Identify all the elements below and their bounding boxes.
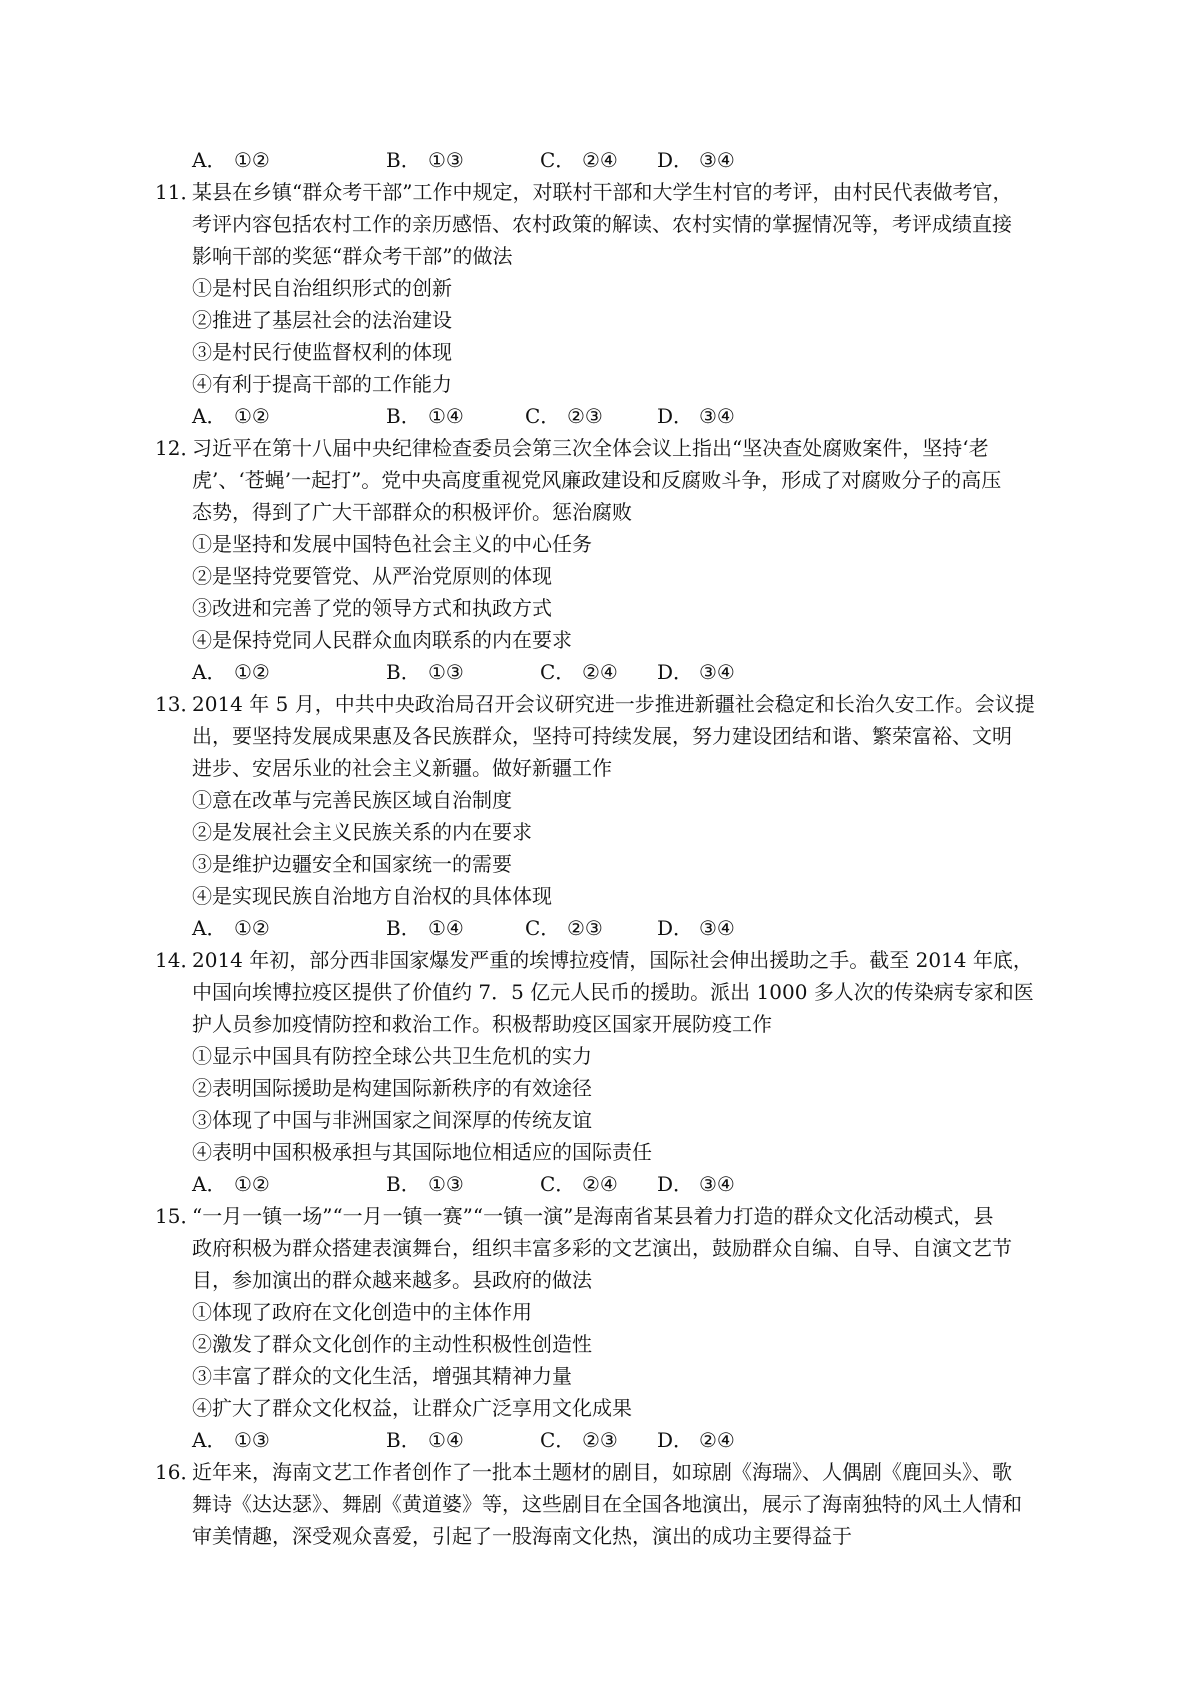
choice-b: B． ①④ — [386, 916, 464, 940]
choice-row — [192, 144, 792, 176]
choice-d: D． ③④ — [657, 660, 735, 684]
option-statement: ③是村民行使监督权利的体现 — [192, 340, 452, 364]
question-stem: 态势，得到了广大干部群众的积极评价。惩治腐败 — [192, 500, 632, 524]
choice-d: D． ②④ — [657, 1428, 735, 1452]
choice-d: D． ③④ — [657, 404, 735, 428]
option-statement: ④是实现民族自治地方自治权的具体体现 — [192, 884, 552, 908]
choice-c: C． ②④ — [540, 1172, 618, 1196]
question-stem: 某县在乡镇“群众考干部”工作中规定，对联村干部和大学生村官的考评，由村民代表做考官， — [192, 180, 1013, 204]
question-number: 14． — [155, 948, 201, 972]
choice-a: A． ①② — [192, 916, 270, 940]
option-statement: ④有利于提高干部的工作能力 — [192, 372, 452, 396]
option-statement: ①是坚持和发展中国特色社会主义的中心任务 — [192, 532, 592, 556]
choice-a: A． ①② — [192, 1172, 270, 1196]
option-statement: ③丰富了群众的文化生活，增强其精神力量 — [192, 1364, 572, 1388]
option-statement: ①意在改革与完善民族区域自治制度 — [192, 788, 512, 812]
question-number: 15． — [155, 1204, 201, 1228]
choice-c: C． ②③ — [525, 404, 603, 428]
question-stem: 政府积极为群众搭建表演舞台，组织丰富多彩的文艺演出，鼓励群众自编、自导、自演文艺节 — [192, 1236, 1012, 1260]
choice-c: C． ②④ — [540, 660, 618, 684]
question-stem: 出，要坚持发展成果惠及各民族群众，坚持可持续发展，努力建设团结和谐、繁荣富裕、文明 — [192, 724, 1012, 748]
question-stem: 中国向埃博拉疫区提供了价值约 7．5 亿元人民币的援助。派出 1000 多人次的传染病专家和医 — [192, 980, 1034, 1004]
question-number: 16． — [155, 1460, 201, 1484]
option-statement: ②推进了基层社会的法治建设 — [192, 308, 452, 332]
choice-b: B． ①④ — [386, 404, 464, 428]
question-stem: 影响干部的奖惩“群众考干部”的做法 — [192, 244, 513, 268]
question-number: 11． — [155, 180, 201, 204]
choice-row — [192, 1168, 792, 1200]
option-statement: ③体现了中国与非洲国家之间深厚的传统友谊 — [192, 1108, 592, 1132]
option-statement: ②激发了群众文化创作的主动性积极性创造性 — [192, 1332, 592, 1356]
option-statement: ②表明国际援助是构建国际新秩序的有效途径 — [192, 1076, 592, 1100]
choice-a: A． ①③ — [192, 1428, 270, 1452]
question-stem: 2014 年 5 月，中共中央政治局召开会议研究进一步推进新疆社会稳定和长治久安工作。会议提 — [192, 692, 1035, 716]
question-number: 12． — [155, 436, 201, 460]
choice-b: B． ①④ — [386, 1428, 464, 1452]
choice-b: B． ①③ — [386, 660, 464, 684]
option-statement: ②是发展社会主义民族关系的内在要求 — [192, 820, 532, 844]
option-statement: ①是村民自治组织形式的创新 — [192, 276, 452, 300]
option-statement: ③是维护边疆安全和国家统一的需要 — [192, 852, 512, 876]
question-stem: 审美情趣，深受观众喜爱，引起了一股海南文化热，演出的成功主要得益于 — [192, 1524, 852, 1548]
choice-a: A． ①② — [192, 660, 270, 684]
question-stem: 进步、安居乐业的社会主义新疆。做好新疆工作 — [192, 756, 612, 780]
option-statement: ①显示中国具有防控全球公共卫生危机的实力 — [192, 1044, 592, 1068]
choice-row — [192, 400, 792, 432]
choice-b: B． ①③ — [386, 1172, 464, 1196]
choice-a: A． ①② — [192, 404, 270, 428]
question-stem: 2014 年初，部分西非国家爆发严重的埃博拉疫情，国际社会伸出援助之手。截至 2014 年底， — [192, 948, 1033, 972]
choice-c: C． ②④ — [540, 148, 618, 172]
option-statement: ④表明中国积极承担与其国际地位相适应的国际责任 — [192, 1140, 652, 1164]
question-stem: 目，参加演出的群众越来越多。县政府的做法 — [192, 1268, 592, 1292]
question-stem: 考评内容包括农村工作的亲历感悟、农村政策的解读、农村实情的掌握情况等，考评成绩直接 — [192, 212, 1012, 236]
option-statement: ②是坚持党要管党、从严治党原则的体现 — [192, 564, 552, 588]
option-statement: ③改进和完善了党的领导方式和执政方式 — [192, 596, 552, 620]
question-stem: 近年来，海南文艺工作者创作了一批本土题材的剧目，如琼剧《海瑞》、人偶剧《鹿回头》、歌 — [192, 1460, 1012, 1484]
question-stem: 护人员参加疫情防控和救治工作。积极帮助疫区国家开展防疫工作 — [192, 1012, 772, 1036]
choice-row — [192, 912, 792, 944]
choice-a: A． ①② — [192, 148, 270, 172]
question-stem: “一月一镇一场”“一月一镇一赛”“一镇一演”是海南省某县着力打造的群众文化活动模式，县 — [192, 1204, 994, 1228]
question-stem: 虎’、‘苍蝇’一起打”。党中央高度重视党风廉政建设和反腐败斗争，形成了对腐败分子的高压 — [192, 468, 1002, 492]
choice-b: B． ①③ — [386, 148, 464, 172]
question-stem: 习近平在第十八届中央纪律检查委员会第三次全体会议上指出“坚决查处腐败案件，坚持‘老 — [192, 436, 989, 460]
choice-c: C． ②③ — [540, 1428, 618, 1452]
choice-d: D． ③④ — [657, 1172, 735, 1196]
choice-row — [192, 1424, 792, 1456]
choice-c: C． ②③ — [525, 916, 603, 940]
option-statement: ④扩大了群众文化权益，让群众广泛享用文化成果 — [192, 1396, 632, 1420]
choice-d: D． ③④ — [657, 148, 735, 172]
option-statement: ④是保持党同人民群众血肉联系的内在要求 — [192, 628, 572, 652]
question-stem: 舞诗《达达瑟》、舞剧《黄道婆》等，这些剧目在全国各地演出，展示了海南独特的风土人情和 — [192, 1492, 1022, 1516]
question-number: 13． — [155, 692, 201, 716]
choice-d: D． ③④ — [657, 916, 735, 940]
choice-row — [192, 656, 792, 688]
option-statement: ①体现了政府在文化创造中的主体作用 — [192, 1300, 532, 1324]
